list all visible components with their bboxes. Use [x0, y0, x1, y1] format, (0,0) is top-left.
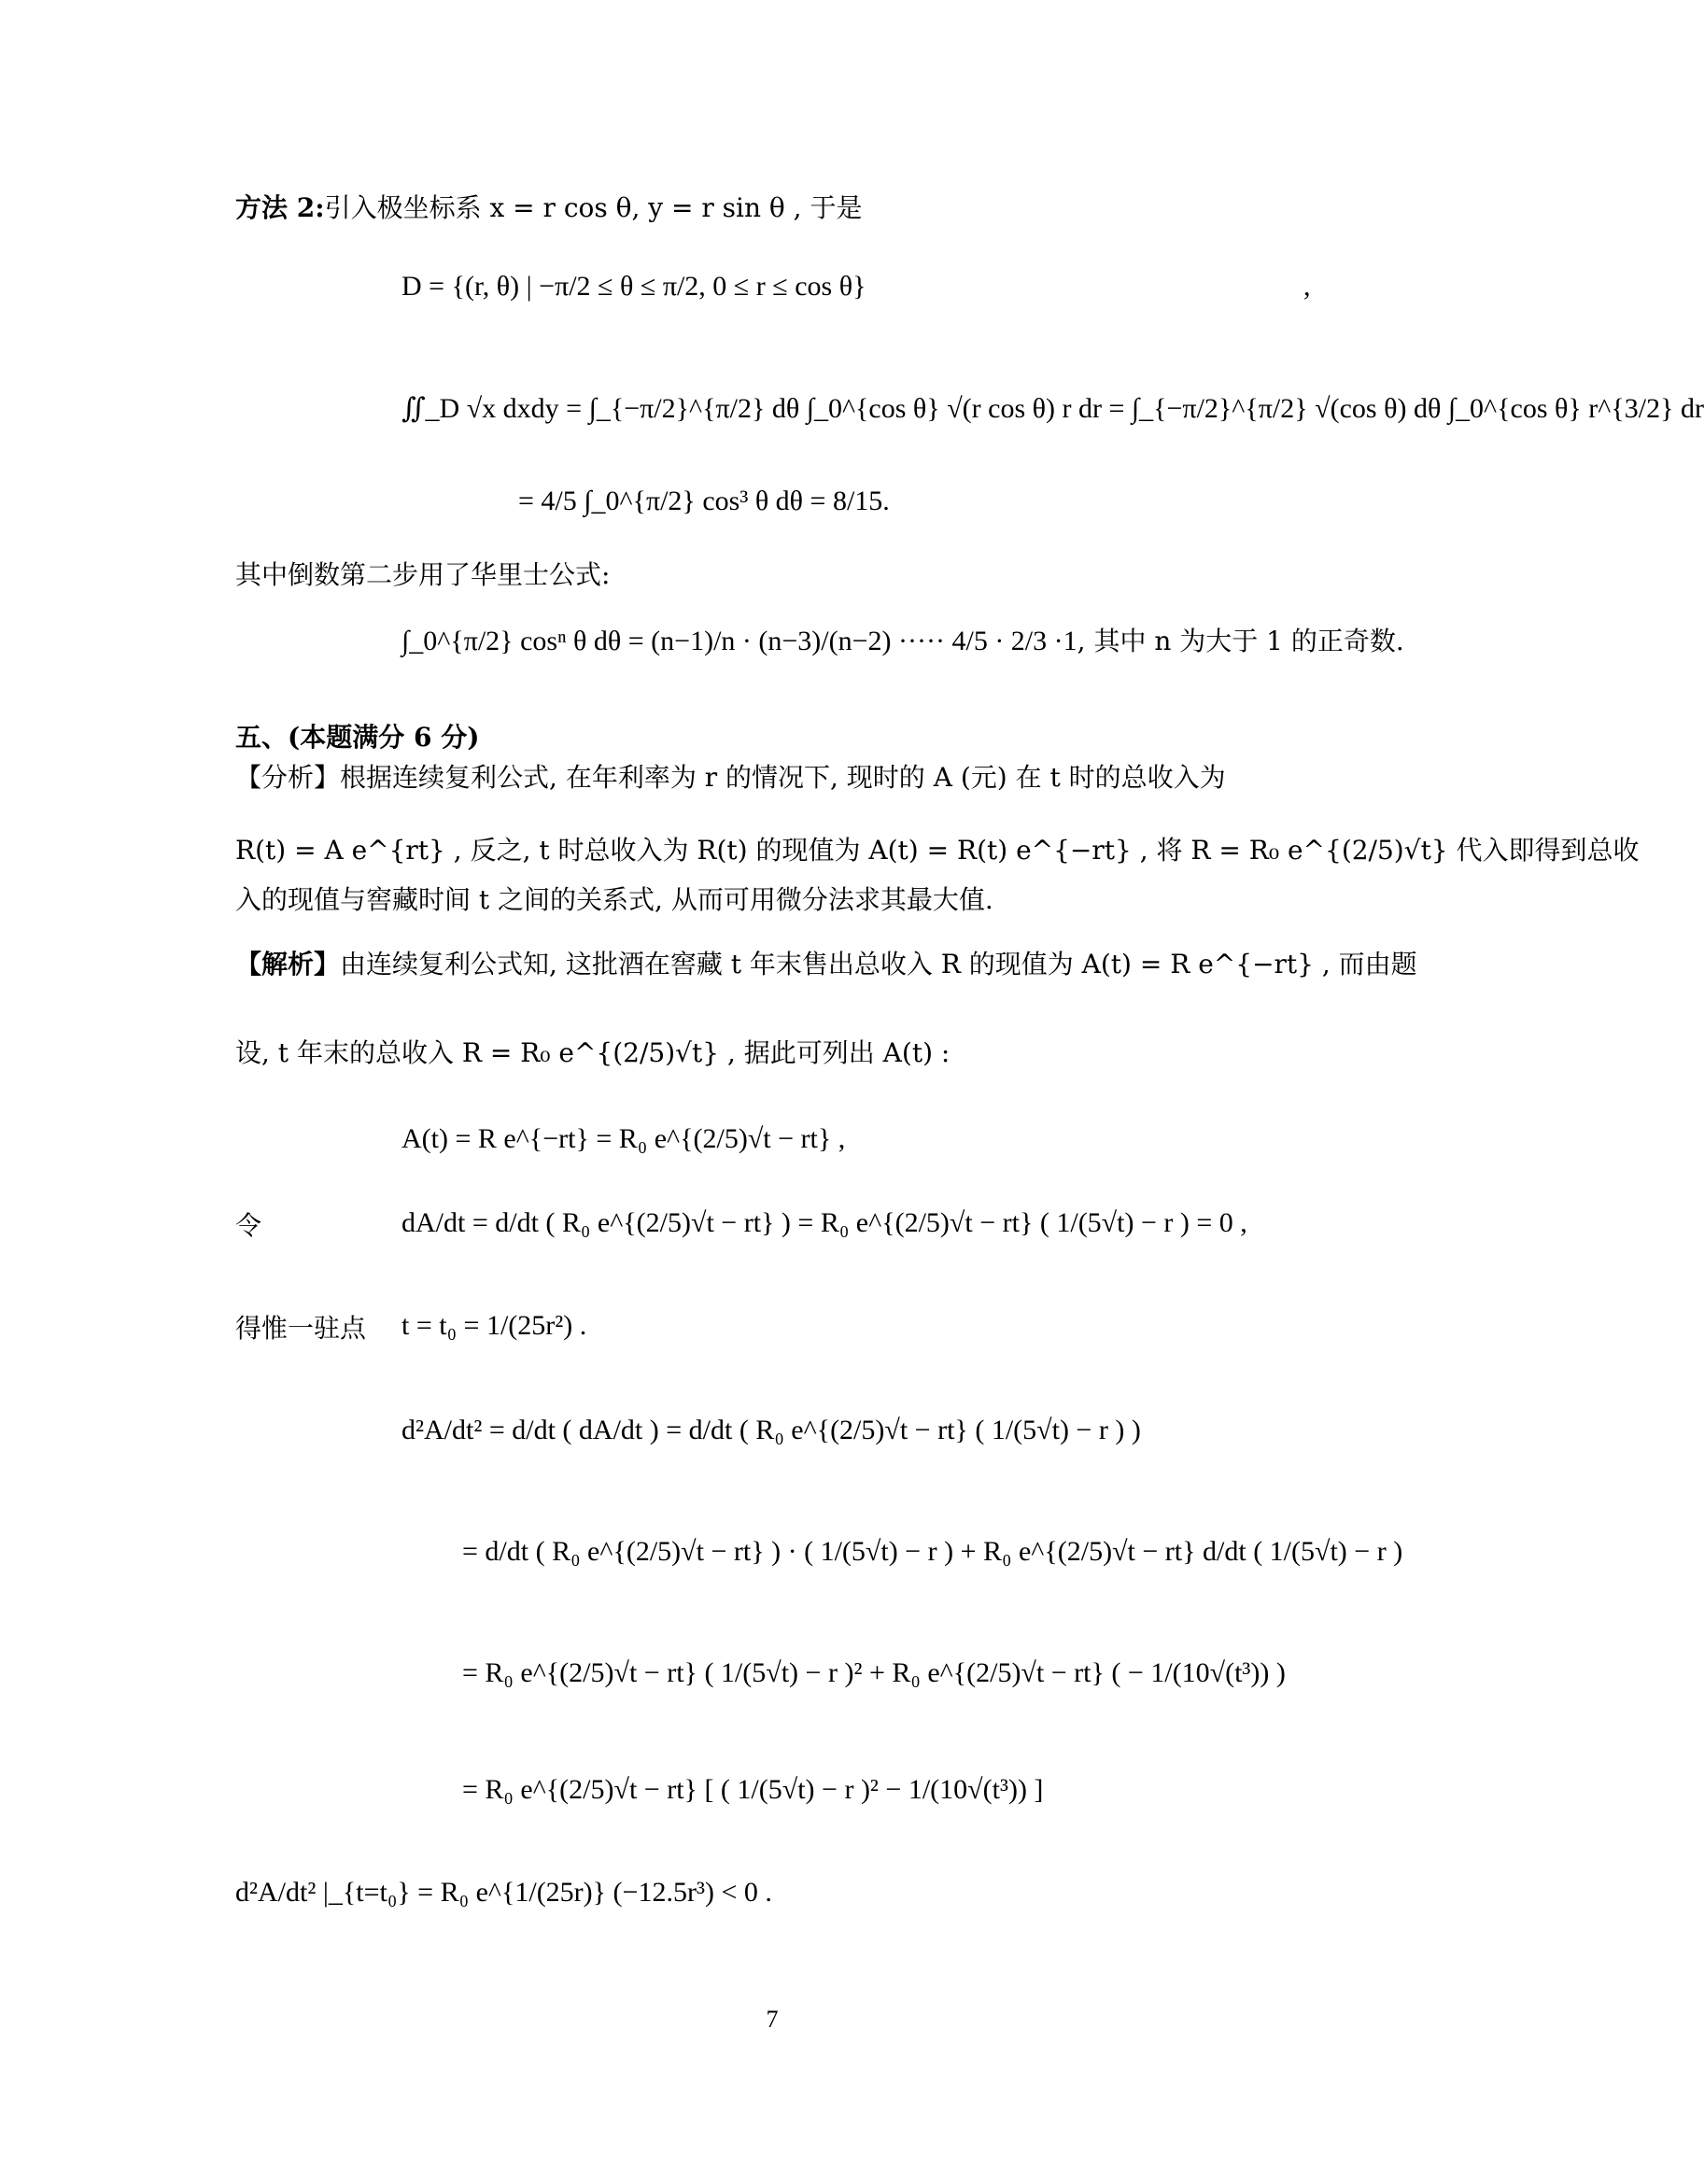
- eq-dAdt: dA/dt = d/dt ( R₀ e^{(2/5)√t − rt} ) = R₀ e^{(2/5)√t − rt} ( 1/(5√t) − r ) = 0 ,: [401, 1207, 1247, 1238]
- wallis-row: [401, 621, 1404, 658]
- analysis-line1: [235, 761, 1226, 795]
- solution-label: 【解析】: [235, 949, 341, 979]
- analysis-text1: 根据连续复利公式, 在年利率为 r 的情况下, 现时的 A (元) 在 t 时的总收入为: [340, 762, 1226, 793]
- wallis-formula: ∫_0^{π/2} cosⁿ θ dθ = (n−1)/n · (n−3)/(n−2) ····· 4/5 · 2/3 ·1: [401, 626, 1077, 656]
- eq-t0: t = t₀ = 1/(25r²) .: [401, 1310, 587, 1341]
- solution-text1: 由连续复利公式知, 这批酒在窖藏 t 年末售出总收入 R 的现值为 A(t) = R e^{−rt} , 而由题: [340, 949, 1417, 979]
- wallis-intro: 其中倒数第二步用了华里士公式:: [235, 559, 611, 590]
- eq-d2A-line3: = R₀ e^{(2/5)√t − rt} ( 1/(5√t) − r )² + R₀ e^{(2/5)√t − rt} ( − 1/(10√(t³)) ): [462, 1657, 1286, 1688]
- analysis-line2: R(t) = A e^{rt} , 反之, t 时总收入为 R(t) 的现值为 A(t) = R(t) e^{−rt} , 将 R = R₀ e^{(2/5)√t} 代入即得到总收: [235, 835, 1640, 866]
- domain-equation: D = {(r, θ) | −π/2 ≤ θ ≤ π/2, 0 ≤ r ≤ cos θ}: [401, 271, 866, 302]
- analysis-label: 【分析】: [235, 762, 341, 793]
- eq-d2A-line2: = d/dt ( R₀ e^{(2/5)√t − rt} ) · ( 1/(5√t) − r ) + R₀ e^{(2/5)√t − rt} d/dt ( 1/(5√t) − r ): [462, 1536, 1403, 1567]
- solution-line1: [235, 948, 1417, 981]
- double-integral-line2: = 4/5 ∫_0^{π/2} cos³ θ dθ = 8/15.: [518, 486, 890, 516]
- method2-text: 引入极坐标系 x = r cos θ, y = r sin θ , 于是: [324, 192, 863, 223]
- eq-At: A(t) = R e^{−rt} = R₀ e^{(2/5)√t − rt} ,: [401, 1123, 846, 1154]
- method2-intro: [235, 191, 862, 225]
- stationary-label: 得惟一驻点: [235, 1313, 367, 1344]
- method2-label: 方法 2:: [235, 192, 325, 223]
- wallis-note: , 其中 n 为大于 1 的正奇数.: [1077, 626, 1404, 656]
- page-number: 7: [766, 2006, 779, 2033]
- double-integral-line1: ∬_D √x dxdy = ∫_{−π/2}^{π/2} dθ ∫_0^{cos θ} √(r cos θ) r dr = ∫_{−π/2}^{π/2} √(cos θ) dθ ∫_0^{cos θ} r^{3/2} dr: [401, 393, 1704, 424]
- analysis-line3: 入的现值与窖藏时间 t 之间的关系式, 从而可用微分法求其最大值.: [235, 884, 993, 915]
- eq-d2A-line1: d²A/dt² = d/dt ( dA/dt ) = d/dt ( R₀ e^{(2/5)√t − rt} ( 1/(5√t) − r ) ): [401, 1415, 1141, 1445]
- eq-d2A-line4: = R₀ e^{(2/5)√t − rt} [ ( 1/(5√t) − r )² − 1/(10√(t³)) ]: [462, 1774, 1044, 1805]
- domain-comma: ,: [1303, 271, 1311, 302]
- section5-heading: 五、(本题满分 6 分): [235, 722, 480, 753]
- let-label: 令: [235, 1210, 262, 1241]
- eq-final: d²A/dt² |_{t=t₀} = R₀ e^{1/(25r)} (−12.5r³) < 0 .: [235, 1877, 772, 1908]
- solution-line2: 设, t 年末的总收入 R = R₀ e^{(2/5)√t} , 据此可列出 A(t) :: [235, 1037, 951, 1068]
